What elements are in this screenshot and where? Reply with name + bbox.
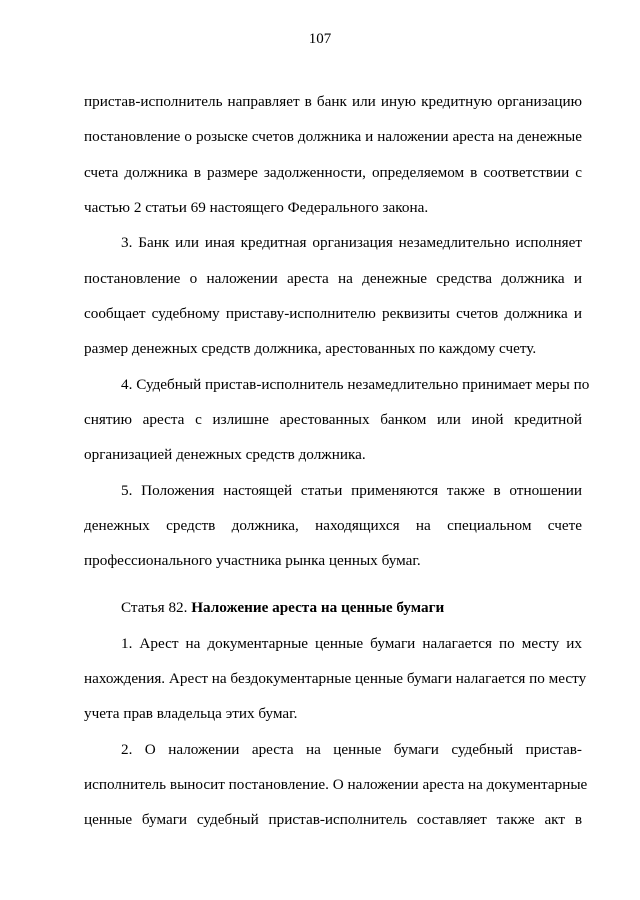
text-line: 1. Арест на документарные ценные бумаги налагается по месту их xyxy=(121,635,582,652)
text-line: ценные бумаги судебный пристав-исполнитель составляет также акт в xyxy=(84,811,582,828)
article-heading xyxy=(121,598,444,618)
text-line: сообщает судебному приставу-исполнителю реквизиты счетов должника и xyxy=(84,305,582,322)
text-line: исполнитель выносит постановление. О наложении ареста на документарные xyxy=(84,776,588,793)
text-line: 3. Банк или иная кредитная организация незамедлительно исполняет xyxy=(121,234,582,251)
text-line: 2. О наложении ареста на ценные бумаги судебный пристав- xyxy=(121,741,582,758)
text-line: счета должника в размере задолженности, определяемом в соответствии с xyxy=(84,164,582,181)
text-line: 5. Положения настоящей статьи применяются также в отношении xyxy=(121,482,582,499)
text-line: профессионального участника рынка ценных бумаг. xyxy=(84,552,421,569)
text-line: денежных средств должника, находящихся на специальном счете xyxy=(84,517,582,534)
text-line: постановление о розыске счетов должника и наложении ареста на денежные xyxy=(84,128,582,145)
text-line: снятию ареста с излишне арестованных банком или иной кредитной xyxy=(84,411,582,428)
text-line: постановление о наложении ареста на денежные средства должника и xyxy=(84,270,582,287)
text-line: организацией денежных средств должника. xyxy=(84,446,366,463)
text-line: нахождения. Арест на бездокументарные ценные бумаги налагается по месту xyxy=(84,670,587,687)
text-line: частью 2 статьи 69 настоящего Федерального закона. xyxy=(84,199,429,216)
text-line: пристав-исполнитель направляет в банк или иную кредитную организацию xyxy=(84,93,582,110)
text-line: учета прав владельца этих бумаг. xyxy=(84,705,298,722)
article-title: Наложение ареста на ценные бумаги xyxy=(191,599,445,616)
page-number: 107 xyxy=(308,31,332,47)
text-line: 4. Судебный пристав-исполнитель незамедлительно принимает меры по xyxy=(121,376,590,393)
article-number: Статья 82. xyxy=(121,599,188,616)
text-line: размер денежных средств должника, арестованных по каждому счету. xyxy=(84,340,537,357)
